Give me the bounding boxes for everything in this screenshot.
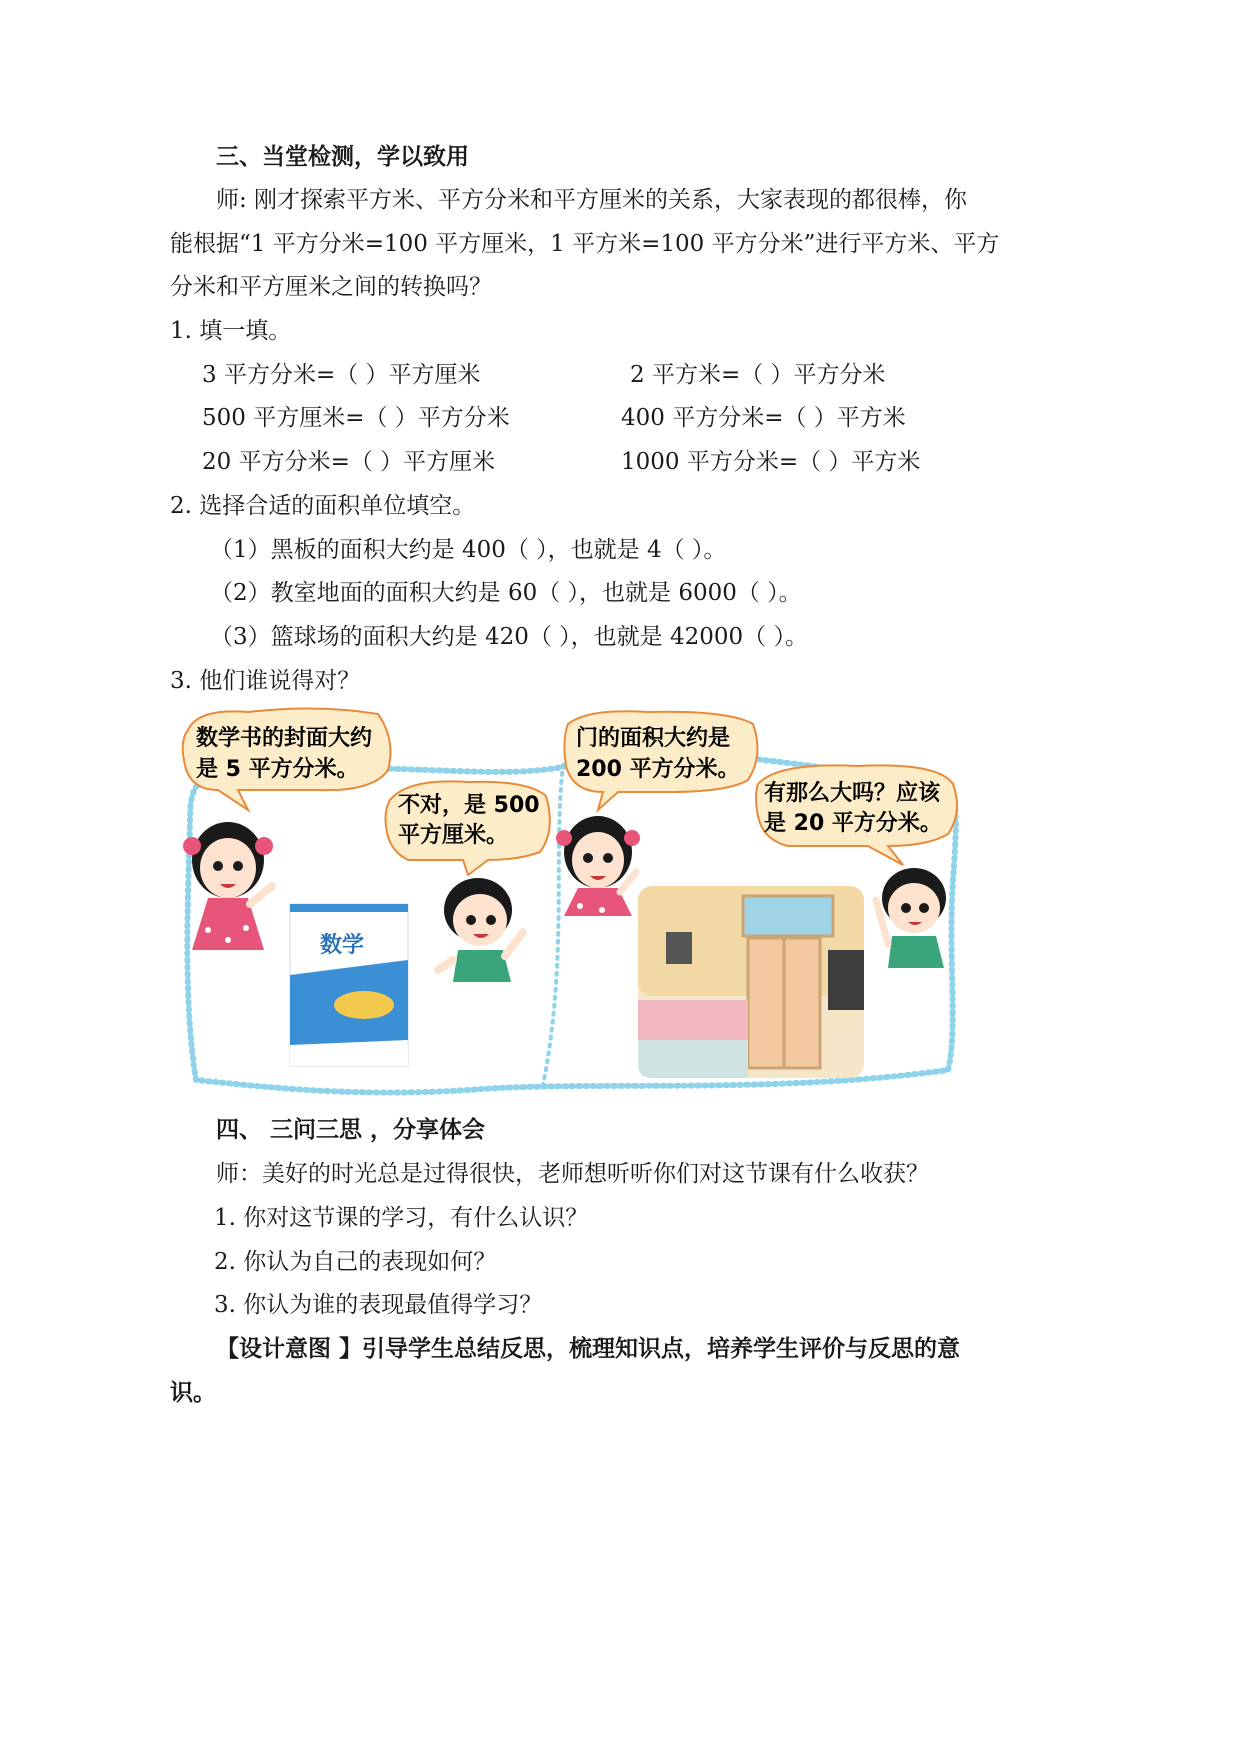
girl-character-1 — [183, 822, 273, 950]
reflection-item: 2. 你认为自己的表现如何？ — [214, 1249, 497, 1275]
bubble-1-line-1: 数学书的封面大约 — [196, 726, 373, 751]
section4-heading: 四、 三问三思 ，分享体会 — [216, 1117, 486, 1143]
speech-bubble-4 — [756, 765, 957, 865]
reflection-item: 1. 你对这节课的学习，有什么认识？ — [214, 1205, 589, 1231]
boy-character-2 — [876, 868, 946, 968]
math-book-image — [290, 904, 408, 1066]
bubble-4-line-2: 是 20 平方分米。 — [764, 811, 942, 836]
section4-intro: 师：美好的时光总是过得很快，老师想听听你们对这节课有什么收获？ — [216, 1161, 929, 1187]
intro-line-3: 分米和平方厘米之间的转换吗？ — [170, 274, 492, 300]
q1-item: 2 平方米=（ ）平方分米 — [630, 362, 886, 388]
q2-item: （3）篮球场的面积大约是 420（ ），也就是 42000（ ）。 — [210, 624, 808, 650]
q1-item: 500 平方厘米=（ ）平方分米 — [202, 405, 510, 431]
q3-title: 3. 他们谁说得对？ — [170, 668, 361, 694]
bubble-2-line-1: 不对，是 500 — [398, 793, 540, 818]
q1-item: 3 平方分米=（ ）平方厘米 — [202, 362, 481, 388]
speech-bubble-2 — [386, 781, 550, 875]
bubble-1-line-2: 是 5 平方分米。 — [196, 757, 359, 782]
q1-item: 1000 平方分米=（ ）平方米 — [621, 449, 921, 475]
bubble-4-line-1: 有那么大吗？应该 — [764, 781, 941, 806]
section3-heading: 三、当堂检测，学以致用 — [216, 144, 469, 170]
intro-line-1: 师: 刚才探索平方米、平方分米和平方厘米的关系，大家表现的都很棒，你 — [216, 187, 968, 213]
bubble-2-line-2: 平方厘米。 — [398, 823, 509, 848]
classroom-door-image — [638, 886, 864, 1078]
book-title: 数学 — [320, 933, 365, 958]
reflection-item: 3. 你认为谁的表现最值得学习？ — [214, 1292, 543, 1318]
q1-title: 1. 填一填。 — [170, 318, 292, 344]
q2-item: （1）黑板的面积大约是 400（ ），也就是 4（ ）。 — [210, 537, 727, 563]
q1-item: 20 平方分米=（ ）平方厘米 — [202, 449, 496, 475]
bubble-3-line-1: 门的面积大约是 — [576, 726, 731, 751]
girl-character-2 — [556, 816, 640, 916]
intro-line-2: 能根据“1 平方分米=100 平方厘米，1 平方米=100 平方分米”进行平方米、平方 — [170, 231, 1000, 257]
q2-item: （2）教室地面的面积大约是 60（ ），也就是 6000（ ）。 — [210, 580, 802, 606]
design-intent-line-2: 识。 — [170, 1380, 216, 1406]
design-intent-line-1: 【设计意图 】引导学生总结反思，梳理知识点，培养学生评价与反思的意 — [216, 1336, 961, 1362]
q1-item: 400 平方分米=（ ）平方米 — [621, 405, 906, 431]
bubble-3-line-2: 200 平方分米。 — [576, 757, 740, 782]
speech-bubble-3 — [564, 711, 757, 810]
q3-illustration — [168, 700, 968, 1110]
speech-bubble-1 — [183, 708, 391, 810]
q2-title: 2. 选择合适的面积单位填空。 — [170, 493, 476, 519]
boy-character-1 — [438, 878, 523, 982]
